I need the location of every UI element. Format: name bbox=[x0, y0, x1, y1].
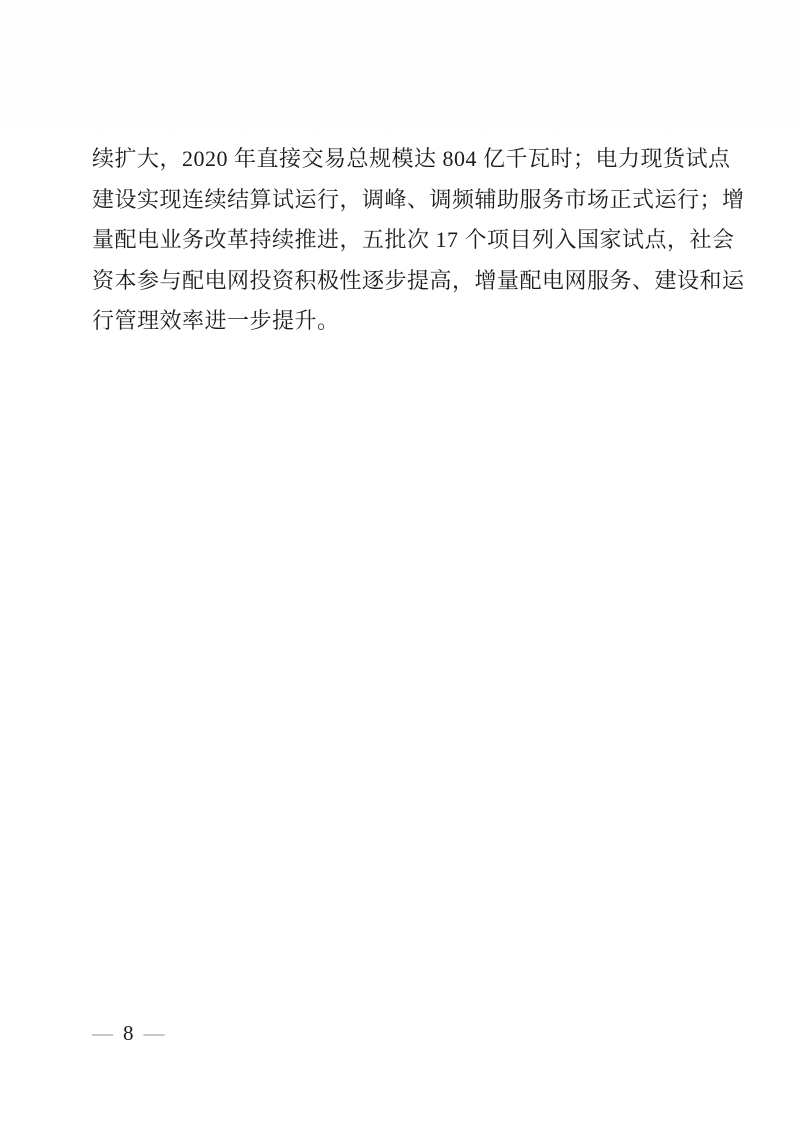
paragraph-line: 行管理效率进一步提升。 bbox=[92, 308, 340, 333]
page-number bbox=[92, 1018, 165, 1048]
paragraph-line: 建设实现连续结算试运行，调峰、调频辅助服务市场正式运行；增 bbox=[92, 186, 745, 212]
paragraph-line: 资本参与配电网投资积极性逐步提高，增量配电网服务、建设和运 bbox=[92, 267, 745, 293]
page-number-right-dash: — bbox=[143, 1021, 165, 1045]
page-number-left-dash: — bbox=[92, 1021, 113, 1045]
paragraph bbox=[92, 139, 745, 342]
paragraph-line: 续扩大，2020 年直接交易总规模达 804 亿千瓦时；电力现货试点 bbox=[92, 146, 731, 171]
scan-noise-texture bbox=[0, 0, 800, 130]
page-number-value: 8 bbox=[123, 1021, 134, 1045]
paragraph-line: 量配电业务改革持续推进，五批次 17 个项目列入国家试点，社会 bbox=[92, 227, 735, 252]
